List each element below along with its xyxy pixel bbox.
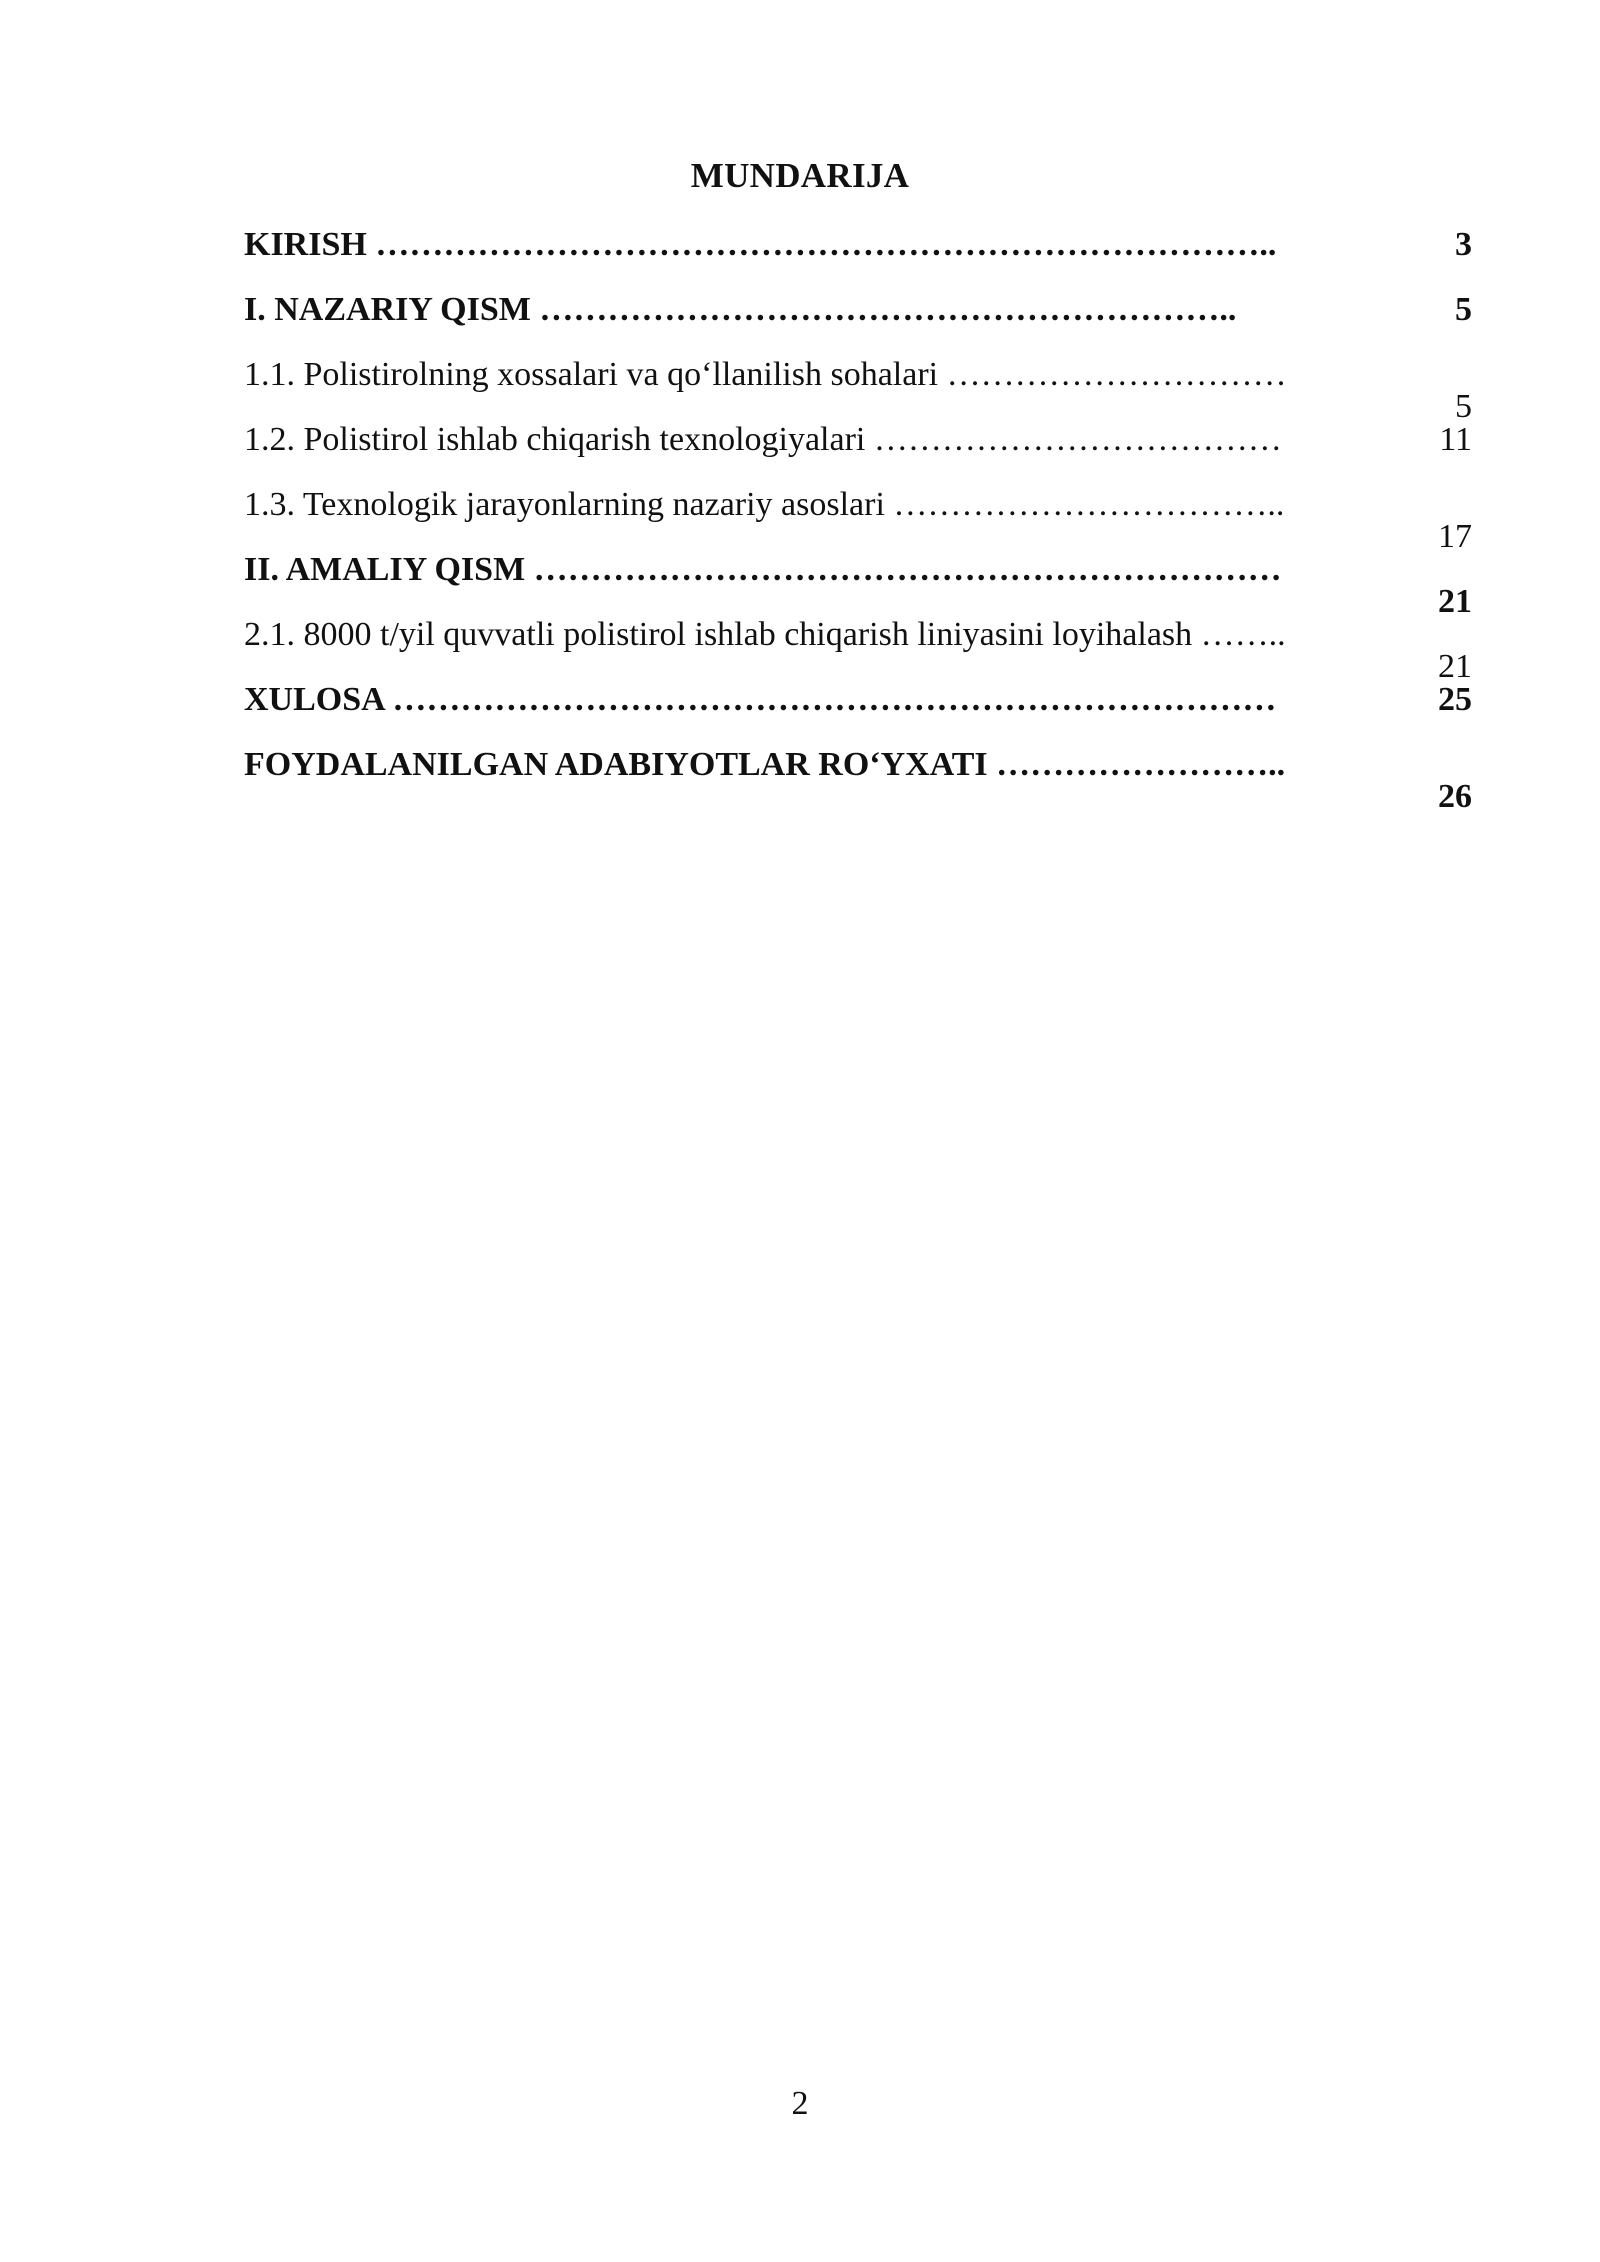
page-number	[0, 2082, 1600, 2126]
toc-entry-1-3[interactable]	[244, 472, 1472, 555]
toc-entry-1-2[interactable]	[244, 407, 1472, 472]
toc-entry-page: 5	[1455, 291, 1472, 328]
toc-entry-title: 1.2. Polistirol ishlab chiqarish texnologiyalari ………………………………	[244, 421, 1282, 458]
toc-entry-title: FOYDALANILGAN ADABIYOTLAR RO‘YXATI ……………………..	[244, 746, 1286, 783]
toc-entry-1-1[interactable]	[244, 342, 1472, 425]
toc-heading-text: MUNDARIJA	[690, 156, 910, 195]
toc-entry-adabiyotlar[interactable]	[244, 732, 1472, 815]
table-of-contents	[244, 212, 1472, 815]
toc-entry-page: 26	[1438, 778, 1472, 815]
toc-entry-page: 5	[1455, 388, 1472, 425]
toc-entry-page: 17	[1438, 518, 1472, 555]
toc-entry-xulosa[interactable]	[244, 667, 1472, 732]
toc-entry-kirish[interactable]	[244, 212, 1472, 277]
toc-entry-page: 21	[1438, 583, 1472, 620]
toc-entry-nazariy-qism[interactable]	[244, 277, 1472, 342]
toc-entry-title: I. NAZARIY QISM ……………………………………………………..	[244, 291, 1237, 328]
toc-entry-page: 21	[1438, 648, 1472, 685]
page-number-text: 2	[791, 2085, 809, 2122]
toc-entry-title: II. AMALIY QISM …………………………………………………………	[244, 551, 1282, 588]
toc-heading	[0, 152, 1600, 200]
toc-entry-title: 2.1. 8000 t/yil quvvatli polistirol ishlab chiqarish liniyasini loyihalash ……..	[244, 616, 1286, 653]
toc-entry-title: 1.1. Polistirolning xossalari va qo‘llanilish sohalari …………………………	[244, 356, 1287, 393]
toc-entry-title: 1.3. Texnologik jarayonlarning nazariy asoslari ……………………………..	[244, 486, 1285, 523]
toc-entry-amaliy-qism[interactable]	[244, 537, 1472, 620]
toc-entry-2-1[interactable]	[244, 602, 1472, 685]
toc-entry-page: 11	[1439, 421, 1472, 458]
toc-entry-page: 3	[1455, 226, 1472, 263]
toc-entry-page: 25	[1438, 681, 1472, 718]
toc-entry-title: KIRISH ……………………………………………………………………..	[244, 226, 1277, 263]
toc-entry-title: XULOSA ……………………………………………………………………	[244, 681, 1277, 718]
